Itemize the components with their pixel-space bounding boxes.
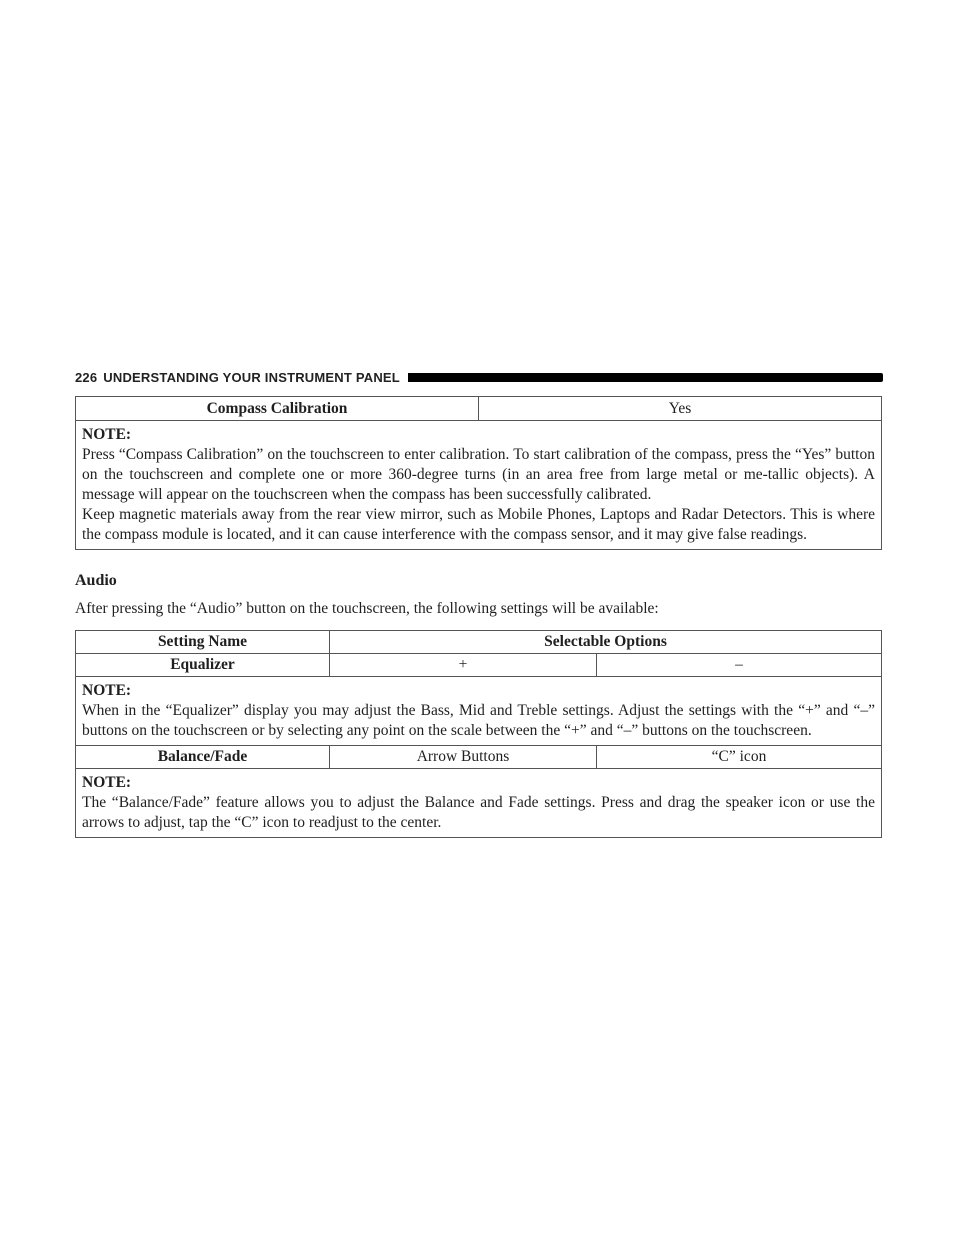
table-header-row <box>76 631 882 654</box>
equalizer-option-plus: + <box>330 654 597 677</box>
table-row <box>76 677 882 746</box>
balance-fade-option-arrows: Arrow Buttons <box>330 746 597 769</box>
section-title: UNDERSTANDING YOUR INSTRUMENT PANEL <box>103 369 400 385</box>
note-label: NOTE: <box>82 774 132 791</box>
table-row <box>76 421 882 550</box>
compass-table <box>75 396 882 550</box>
header-rule <box>408 373 883 382</box>
table-row <box>76 746 882 769</box>
column-header-setting-name: Setting Name <box>76 631 330 654</box>
note-paragraph: The “Balance/Fade” feature allows you to adjust the Balance and Fade settings. Press and drag the speaker icon or use the arrows to adjust, tap the “C” icon to readjust to the center. <box>82 794 875 831</box>
compass-setting-cell: Compass Calibration <box>76 397 479 421</box>
table-row <box>76 397 882 421</box>
compass-note-cell <box>76 421 882 550</box>
compass-value-cell: Yes <box>479 397 882 421</box>
note-paragraph: Keep magnetic materials away from the rear view mirror, such as Mobile Phones, Laptops and Radar Detectors. This is where the compass module is located, and it can cause interference with the compass sensor, and it may give false readings. <box>82 506 875 543</box>
equalizer-option-minus: – <box>597 654 882 677</box>
note-paragraph: When in the “Equalizer” display you may adjust the Bass, Mid and Treble settings. Adjust the settings with the “+” and “–” buttons on the touchscreen or by selecting any point on the scale between the “+” and “–” buttons on the touchscreen. <box>82 702 875 739</box>
note-paragraph: Press “Compass Calibration” on the touchscreen to enter calibration. To start calibration of the compass, press the “Yes” button on the touchscreen and complete one or more 360-degree turns (in an area free from large metal or me-tallic objects). A message will appear on the touchscreen when the compass has been successfully calibrated. <box>82 446 875 503</box>
audio-heading: Audio <box>75 572 117 589</box>
page-number: 226 <box>75 369 98 385</box>
note-label: NOTE: <box>82 682 132 699</box>
balance-fade-note-cell <box>76 769 882 838</box>
equalizer-note-cell <box>76 677 882 746</box>
page-header <box>75 368 883 386</box>
column-header-selectable-options: Selectable Options <box>330 631 882 654</box>
audio-settings-table <box>75 630 882 838</box>
audio-intro: After pressing the “Audio” button on the touchscreen, the following settings will be available: <box>75 600 659 617</box>
table-row <box>76 769 882 838</box>
equalizer-name-cell: Equalizer <box>76 654 330 677</box>
note-label: NOTE: <box>82 426 132 443</box>
balance-fade-name-cell: Balance/Fade <box>76 746 330 769</box>
table-row <box>76 654 882 677</box>
balance-fade-option-c-icon: “C” icon <box>597 746 882 769</box>
